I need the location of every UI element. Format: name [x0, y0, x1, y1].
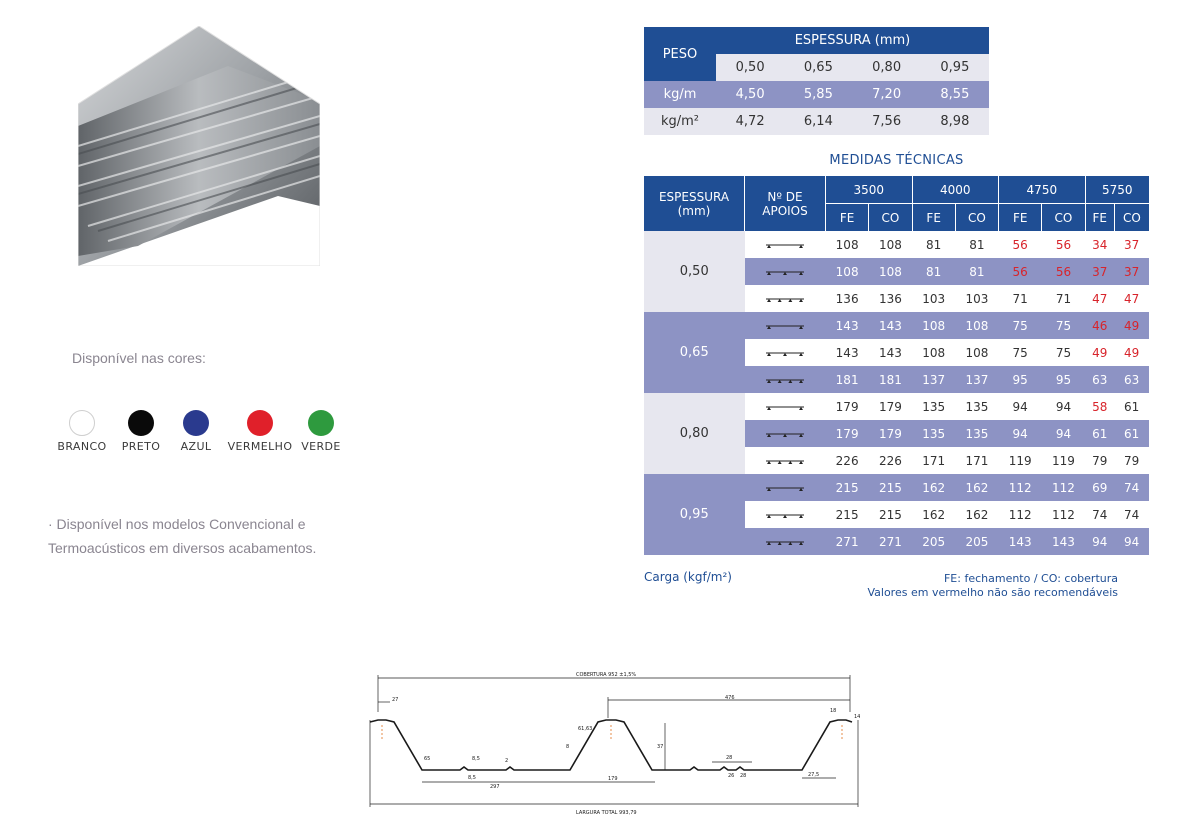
- load-value-cell: 119: [1042, 447, 1085, 474]
- support-icon: [745, 312, 826, 339]
- load-value-cell: 95: [1042, 366, 1085, 393]
- load-value-cell: 143: [999, 528, 1042, 555]
- load-value-cell: 181: [869, 366, 912, 393]
- load-value-cell: 179: [869, 393, 912, 420]
- load-value-cell: 94: [999, 393, 1042, 420]
- dim-85a: 8,5: [472, 756, 480, 762]
- weight-cell: 5,85: [784, 81, 852, 108]
- load-value-cell: 103: [912, 285, 955, 312]
- swatch-vermelho: [224, 410, 296, 453]
- load-value-cell: 108: [826, 258, 869, 285]
- load-value-cell: 75: [999, 339, 1042, 366]
- load-value-cell: 179: [869, 420, 912, 447]
- unit-cell: kg/m: [644, 81, 716, 108]
- load-value-cell: 94: [1042, 420, 1085, 447]
- swatch-label: AZUL: [180, 440, 212, 453]
- load-value-cell: 69: [1085, 474, 1114, 501]
- load-value-cell: 56: [1042, 231, 1085, 258]
- load-value-cell: 81: [955, 258, 998, 285]
- load-value-cell: 143: [1042, 528, 1085, 555]
- load-value-cell: 56: [999, 231, 1042, 258]
- unit-cell: kg/m²: [644, 108, 716, 135]
- support-icon: [745, 447, 826, 474]
- load-value-cell: 108: [955, 339, 998, 366]
- load-value-cell: 71: [1042, 285, 1085, 312]
- load-value-cell: 162: [912, 474, 955, 501]
- co-subheader: CO: [1042, 204, 1085, 232]
- dim-28b: 28: [740, 773, 747, 779]
- load-value-cell: 74: [1085, 501, 1114, 528]
- load-value-cell: 79: [1085, 447, 1114, 474]
- medidas-table: [644, 176, 1149, 555]
- swatch-label: VERDE: [301, 440, 341, 453]
- product-photo: [78, 26, 320, 266]
- load-value-cell: 181: [826, 366, 869, 393]
- load-value-cell: 108: [869, 231, 912, 258]
- table-row: [644, 393, 1149, 420]
- thickness-cell: 0,50: [716, 54, 784, 81]
- load-value-cell: 49: [1085, 339, 1114, 366]
- swatch-azul: [174, 410, 218, 453]
- load-value-cell: 112: [999, 501, 1042, 528]
- thickness-cell: 0,95: [921, 54, 989, 81]
- dim-8: 8: [566, 744, 570, 750]
- table-row: [644, 474, 1149, 501]
- co-subheader: CO: [1114, 204, 1149, 232]
- apoios-col-header: Nº DE APOIOS: [745, 176, 826, 231]
- load-value-cell: 63: [1085, 366, 1114, 393]
- load-value-cell: 46: [1085, 312, 1114, 339]
- profile-drawing: [360, 670, 860, 819]
- span-header: 4750: [999, 176, 1086, 204]
- support-icon: [745, 420, 826, 447]
- load-value-cell: 162: [955, 474, 998, 501]
- load-value-cell: 271: [869, 528, 912, 555]
- thickness-cell: 0,95: [644, 474, 745, 555]
- load-value-cell: 61: [1085, 420, 1114, 447]
- dim-14: 14: [854, 714, 860, 720]
- colors-title: Disponível nas cores:: [72, 350, 206, 366]
- dim-476: 476: [725, 695, 735, 701]
- load-value-cell: 49: [1114, 312, 1149, 339]
- load-value-cell: 179: [826, 420, 869, 447]
- load-value-cell: 56: [999, 258, 1042, 285]
- load-value-cell: 135: [912, 420, 955, 447]
- load-value-cell: 215: [869, 501, 912, 528]
- support-icon: [745, 393, 826, 420]
- dim-18: 18: [830, 708, 837, 714]
- load-value-cell: 81: [912, 258, 955, 285]
- dim-297: 297: [490, 784, 500, 790]
- weight-table: [644, 27, 989, 135]
- medidas-title: MEDIDAS TÉCNICAS: [829, 153, 964, 168]
- load-value-cell: 58: [1085, 393, 1114, 420]
- load-value-cell: 112: [1042, 501, 1085, 528]
- load-value-cell: 71: [999, 285, 1042, 312]
- load-value-cell: 226: [826, 447, 869, 474]
- load-value-cell: 81: [955, 231, 998, 258]
- load-value-cell: 61: [1114, 393, 1149, 420]
- swatch-label: VERMELHO: [227, 440, 293, 453]
- legend-line: FE: fechamento / CO: cobertura: [943, 572, 1118, 585]
- support-icon: [745, 258, 826, 285]
- load-value-cell: 37: [1085, 258, 1114, 285]
- load-value-cell: 95: [999, 366, 1042, 393]
- dim-65: 65: [424, 756, 431, 762]
- fe-subheader: FE: [912, 204, 955, 232]
- thickness-cell: 0,80: [853, 54, 921, 81]
- color-dot: [128, 410, 154, 436]
- load-value-cell: 103: [955, 285, 998, 312]
- swatch-preto: [112, 410, 170, 453]
- load-value-cell: 162: [912, 501, 955, 528]
- dim-37: 37: [657, 744, 664, 750]
- load-value-cell: 143: [869, 312, 912, 339]
- peso-header: PESO: [644, 27, 716, 81]
- span-header: 4000: [912, 176, 999, 204]
- legend-line: Valores em vermelho não são recomendáveis: [867, 586, 1118, 599]
- fe-subheader: FE: [999, 204, 1042, 232]
- load-value-cell: 215: [826, 501, 869, 528]
- color-dot: [247, 410, 273, 436]
- load-value-cell: 162: [955, 501, 998, 528]
- load-value-cell: 136: [869, 285, 912, 312]
- weight-cell: 8,55: [921, 81, 989, 108]
- load-value-cell: 61: [1114, 420, 1149, 447]
- swatch-label: PRETO: [121, 440, 161, 453]
- load-value-cell: 171: [955, 447, 998, 474]
- carga-label: Carga (kgf/m²): [644, 570, 732, 584]
- espessura-col-header: ESPESSURA (mm): [644, 176, 745, 231]
- dim-275: 27,5: [808, 772, 820, 778]
- load-value-cell: 63: [1114, 366, 1149, 393]
- support-icon: [745, 474, 826, 501]
- dim-cobertura: COBERTURA 952 ±1,5%: [576, 672, 637, 678]
- weight-cell: 6,14: [784, 108, 852, 135]
- support-icon: [745, 528, 826, 555]
- load-value-cell: 108: [869, 258, 912, 285]
- load-value-cell: 94: [1042, 393, 1085, 420]
- load-value-cell: 215: [826, 474, 869, 501]
- load-value-cell: 119: [999, 447, 1042, 474]
- load-value-cell: 205: [912, 528, 955, 555]
- load-value-cell: 108: [912, 312, 955, 339]
- load-value-cell: 143: [826, 339, 869, 366]
- load-value-cell: 179: [826, 393, 869, 420]
- color-dot: [69, 410, 95, 436]
- co-subheader: CO: [955, 204, 998, 232]
- fe-subheader: FE: [826, 204, 869, 232]
- fe-subheader: FE: [1085, 204, 1114, 232]
- load-value-cell: 34: [1085, 231, 1114, 258]
- load-value-cell: 143: [826, 312, 869, 339]
- weight-cell: 4,72: [716, 108, 784, 135]
- dim-179: 179: [608, 776, 618, 782]
- load-value-cell: 215: [869, 474, 912, 501]
- swatch-label: BRANCO: [57, 440, 107, 453]
- load-value-cell: 137: [912, 366, 955, 393]
- span-header: 3500: [826, 176, 913, 204]
- load-value-cell: 226: [869, 447, 912, 474]
- load-value-cell: 47: [1085, 285, 1114, 312]
- color-dot: [183, 410, 209, 436]
- load-value-cell: 271: [826, 528, 869, 555]
- support-icon: [745, 501, 826, 528]
- load-value-cell: 47: [1114, 285, 1149, 312]
- swatch-branco: [54, 410, 110, 453]
- load-value-cell: 94: [1085, 528, 1114, 555]
- dim-27: 27: [392, 697, 399, 703]
- load-value-cell: 135: [955, 420, 998, 447]
- load-value-cell: 112: [999, 474, 1042, 501]
- load-value-cell: 143: [869, 339, 912, 366]
- table-row: [644, 231, 1149, 258]
- load-value-cell: 108: [826, 231, 869, 258]
- load-value-cell: 108: [955, 312, 998, 339]
- weight-cell: 7,20: [853, 81, 921, 108]
- load-value-cell: 137: [955, 366, 998, 393]
- dim-6163: 61,63: [578, 726, 593, 732]
- load-value-cell: 56: [1042, 258, 1085, 285]
- dim-85b: 8,5: [468, 775, 476, 781]
- thickness-cell: 0,50: [644, 231, 745, 312]
- load-value-cell: 75: [1042, 339, 1085, 366]
- dim-26: 26: [728, 773, 735, 779]
- dim-2: 2: [505, 758, 509, 764]
- load-value-cell: 37: [1114, 231, 1149, 258]
- support-icon: [745, 339, 826, 366]
- support-icon: [745, 366, 826, 393]
- support-icon: [745, 231, 826, 258]
- color-dot: [308, 410, 334, 436]
- load-value-cell: 74: [1114, 501, 1149, 528]
- espessura-header: ESPESSURA (mm): [716, 27, 989, 54]
- co-subheader: CO: [869, 204, 912, 232]
- weight-cell: 4,50: [716, 81, 784, 108]
- swatch-verde: [298, 410, 344, 453]
- load-value-cell: 94: [1114, 528, 1149, 555]
- load-value-cell: 74: [1114, 474, 1149, 501]
- load-value-cell: 81: [912, 231, 955, 258]
- load-value-cell: 205: [955, 528, 998, 555]
- load-value-cell: 37: [1114, 258, 1149, 285]
- load-value-cell: 136: [826, 285, 869, 312]
- thickness-cell: 0,65: [644, 312, 745, 393]
- dim-28a: 28: [726, 755, 733, 761]
- load-value-cell: 79: [1114, 447, 1149, 474]
- load-value-cell: 108: [912, 339, 955, 366]
- load-value-cell: 75: [1042, 312, 1085, 339]
- load-value-cell: 49: [1114, 339, 1149, 366]
- table-row: [644, 312, 1149, 339]
- weight-cell: 8,98: [921, 108, 989, 135]
- availability-note: · Disponível nos modelos Convencional e Termoacústicos em diversos acabamentos.: [48, 516, 317, 556]
- weight-cell: 7,56: [853, 108, 921, 135]
- load-value-cell: 171: [912, 447, 955, 474]
- thickness-cell: 0,65: [784, 54, 852, 81]
- load-value-cell: 94: [999, 420, 1042, 447]
- load-value-cell: 75: [999, 312, 1042, 339]
- load-value-cell: 112: [1042, 474, 1085, 501]
- color-swatches: [54, 410, 344, 453]
- legend: [840, 572, 1118, 600]
- span-header: 5750: [1085, 176, 1149, 204]
- load-value-cell: 135: [955, 393, 998, 420]
- thickness-cell: 0,80: [644, 393, 745, 474]
- dim-largura: LARGURA TOTAL 993,79: [576, 810, 637, 815]
- load-value-cell: 135: [912, 393, 955, 420]
- support-icon: [745, 285, 826, 312]
